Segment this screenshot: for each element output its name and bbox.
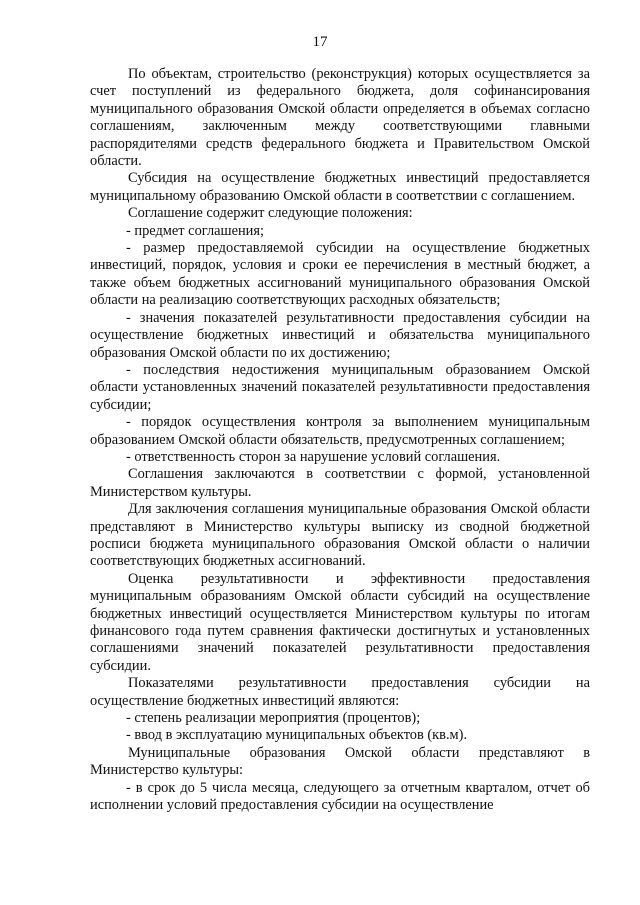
- paragraph-budget-extract: Для заключения соглашения муниципальные образования Омской области представляют в Министерство культуры выписку из сводной бюджетной росписи бюджета муниципального образования Омской области о наличии соответствующих бюджетных ассигнований.: [90, 501, 590, 570]
- document-body: [90, 66, 590, 814]
- paragraph-reporting-intro: Муниципальные образования Омской области представляют в Министерство культуры:: [90, 744, 590, 779]
- list-item-commissioning: - ввод в эксплуатацию муниципальных объектов (кв.м).: [126, 727, 468, 744]
- list-item-agreement-subject: - предмет соглашения;: [126, 222, 264, 239]
- list-item-consequences: - последствия недостижения муниципальным образованием Омской области установленных значений показателей результативности предоставления субсидии;: [90, 361, 590, 413]
- list-item-control-procedure: - порядок осуществления контроля за выполнением муниципальным образованием Омской области обязательств, предусмотренных соглашением;: [90, 414, 590, 448]
- paragraph-evaluation: Оценка результативности и эффективности предоставления муниципальным образованиям Омской области субсидий на осуществление бюджетных инвестиций осуществляется Министерством культуры по итогам финансового года путем сравнения фактически достигнутых и установленных соглашениями значений показателей результативности предоставления субсидии.: [90, 570, 590, 674]
- list-item-subsidy-size: - размер предоставляемой субсидии на осуществление бюджетных инвестиций, порядок, условия и сроки ее перечисления в местный бюджет, а также объем бюджетных ассигнований муниципального образования Омской области на реализацию соответствующих расходных обязательств;: [90, 240, 590, 309]
- paragraph-federal-cofinancing: По объектам, строительство (реконструкция) которых осуществляется за счет поступлений из федерального бюджета, доля софинансирования муниципального образования Омской области определяется в объемах согласно соглашениям, заключенным между соответствующими главными распорядителями средств федерального бюджета и Правительством Омской области.: [90, 66, 590, 170]
- list-item-responsibility: - ответственность сторон за нарушение условий соглашения.: [126, 448, 501, 465]
- paragraph-agreement-form: Соглашения заключаются в соответствии с формой, установленной Министерством культуры.: [90, 466, 590, 500]
- paragraph-agreement-contents: Соглашение содержит следующие положения:: [128, 205, 413, 222]
- paragraph-subsidy-provision: Субсидия на осуществление бюджетных инвестиций предоставляется муниципальному образованию Омской области в соответствии с соглашением.: [90, 170, 590, 204]
- list-item-implementation-degree: - степень реализации мероприятия (процентов);: [126, 710, 421, 727]
- page-number: 17: [312, 34, 328, 50]
- list-item-performance-indicators: - значения показателей результативности предоставления субсидии на осуществление бюджетных инвестиций и обязательства муниципального образования Омской области по их достижению;: [90, 309, 590, 361]
- paragraph-indicators-intro: Показателями результативности предоставления субсидии на осуществление бюджетных инвестиций являются:: [90, 675, 590, 709]
- list-item-report-deadline: - в срок до 5 числа месяца, следующего за отчетным кварталом, отчет об исполнении условий предоставления субсидии на осуществление: [90, 779, 590, 814]
